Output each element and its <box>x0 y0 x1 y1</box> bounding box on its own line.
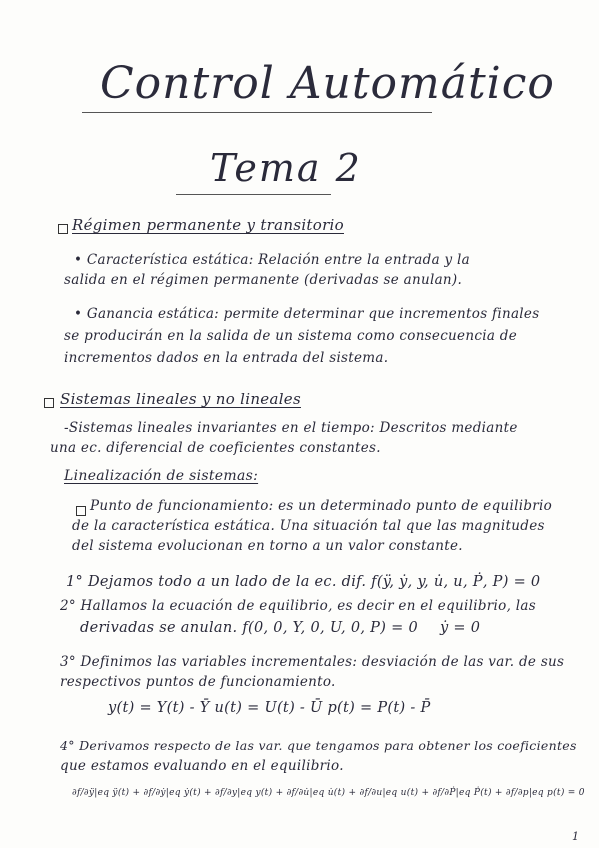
title-underline <box>82 112 432 113</box>
step4-line1: 4° Derivamos respecto de las var. que tengamos para obtener los coeficientes <box>60 738 577 753</box>
subtitle-underline <box>176 194 331 195</box>
page-title: Control Automático <box>100 58 555 109</box>
step2-line1: 2° Hallamos la ecuación de equilibrio, es decir en el equilibrio, las <box>60 598 536 614</box>
checkbox-square-icon <box>44 398 54 408</box>
page-corner-mark: 1 <box>572 830 580 843</box>
step3-line1: 3° Definimos las variables incrementales: desviación de las var. de sus <box>60 654 565 670</box>
step1: 1° Dejamos todo a un lado de la ec. dif. f(ÿ, ẏ, y, u̇, u, Ṗ, P) = 0 <box>66 574 541 590</box>
step2-line2: derivadas se anulan. f(0, 0, Y, 0, U, 0, P) = 0 <box>80 620 418 636</box>
section2-p1-line1: -Sistemas lineales invariantes en el tiempo: Descritos mediante <box>64 420 518 436</box>
linearization-heading: Linealización de sistemas: <box>64 468 259 484</box>
step3-equation: y(t) = Y(t) - Ȳ u(t) = U(t) - Ū p(t) = P(t) - P̄ <box>108 700 431 716</box>
step4-equation: ∂f/∂ÿ|eq ÿ(t) + ∂f/∂ẏ|eq ẏ(t) + ∂f/∂y|eq y(t) + ∂f/∂u̇|eq u̇(t) + ∂f/∂u|eq u(t) + ∂f/∂Ṗ|eq Ṗ(t) + ∂f/∂p|eq p(t) = 0 <box>72 788 585 798</box>
operating-point-line3: del sistema evolucionan en torno a un valor constante. <box>72 538 463 554</box>
section1-p1-line1: • Característica estática: Relación entre la entrada y la <box>74 252 471 268</box>
operating-point-line2: de la característica estática. Una situación tal que las magnitudes <box>72 518 545 534</box>
section1-p1-line2: salida en el régimen permanente (derivadas se anulan). <box>64 272 463 288</box>
section2-heading: Sistemas lineales y no lineales <box>60 390 301 408</box>
checkbox-square-icon <box>76 506 86 516</box>
section1-p2-line3: incrementos dados en la entrada del sistema. <box>64 350 389 366</box>
section2-p1-line2: una ec. diferencial de coeficientes constantes. <box>50 440 381 456</box>
section1-p2-line1: • Ganancia estática: permite determinar que incrementos finales <box>74 306 540 322</box>
section1-heading: Régimen permanente y transitorio <box>72 216 344 234</box>
step2-note: ẏ = 0 <box>440 620 481 636</box>
checkbox-square-icon <box>58 224 68 234</box>
operating-point-line1: Punto de funcionamiento: es un determinado punto de equilibrio <box>90 498 553 514</box>
section1-p2-line2: se producirán en la salida de un sistema como consecuencia de <box>64 328 517 344</box>
step3-line2: respectivos puntos de funcionamiento. <box>60 674 336 690</box>
step4-line2: que estamos evaluando en el equilibrio. <box>60 758 344 774</box>
page-subtitle: Tema 2 <box>210 146 362 190</box>
